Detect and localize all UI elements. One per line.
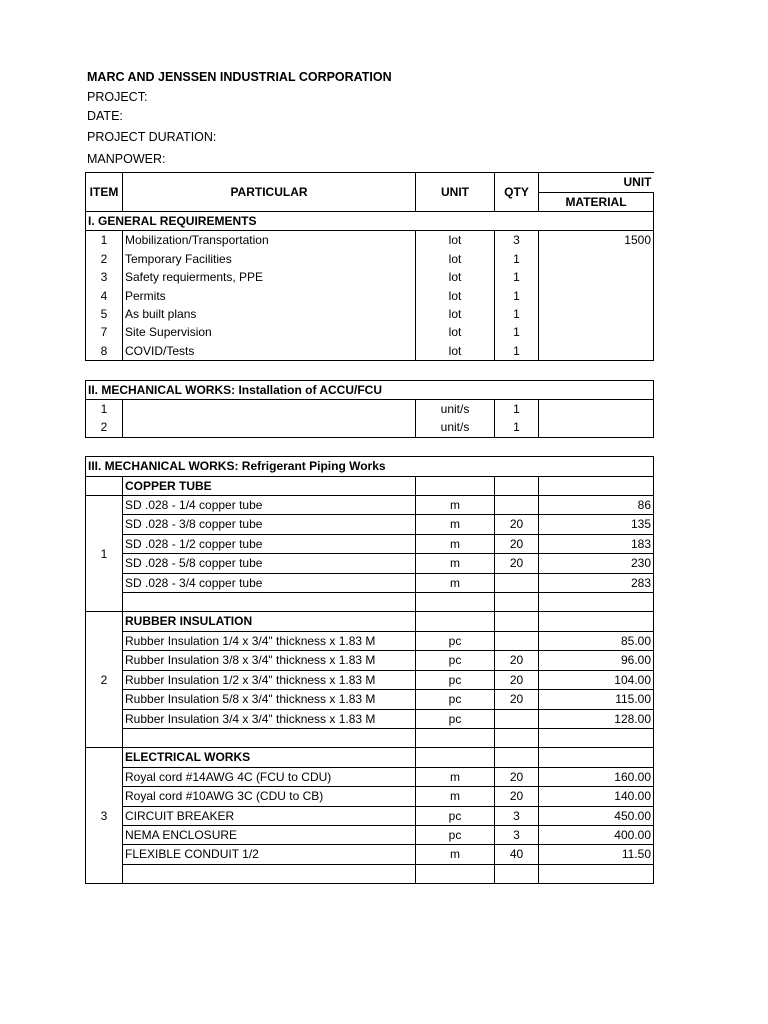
qty-cell xyxy=(495,593,539,612)
spacer-row xyxy=(86,437,654,456)
qty-cell: 1 xyxy=(495,250,539,268)
col-unit-price-header: UNIT xyxy=(539,173,654,193)
particular-cell: SD .028 - 1/4 copper tube xyxy=(123,496,416,515)
material-cell: 115.00 xyxy=(539,690,654,709)
material-cell: 86 xyxy=(539,496,654,515)
particular-cell: CIRCUIT BREAKER xyxy=(123,806,416,825)
unit-cell xyxy=(416,476,495,495)
material-cell xyxy=(539,476,654,495)
table-row xyxy=(86,845,654,864)
project-label: PROJECT: xyxy=(87,90,148,104)
item-cell: 4 xyxy=(86,287,123,305)
col-particular-header: PARTICULAR xyxy=(123,173,416,212)
group-heading: RUBBER INSULATION xyxy=(123,612,416,631)
material-cell: 1500 xyxy=(539,231,654,250)
unit-cell: pc xyxy=(416,670,495,689)
particular-cell: SD .028 - 1/2 copper tube xyxy=(123,534,416,553)
table-row xyxy=(86,342,654,361)
material-cell: 135 xyxy=(539,515,654,534)
qty-cell: 1 xyxy=(495,323,539,341)
unit-cell: m xyxy=(416,515,495,534)
material-cell xyxy=(539,287,654,305)
unit-cell xyxy=(416,864,495,883)
item-cell: 2 xyxy=(86,250,123,268)
particular-cell: SD .028 - 3/8 copper tube xyxy=(123,515,416,534)
qty-cell: 20 xyxy=(495,534,539,553)
qty-cell: 1 xyxy=(495,342,539,361)
unit-cell: m xyxy=(416,787,495,806)
particular-cell: NEMA ENCLOSURE xyxy=(123,825,416,844)
particular-cell: Site Supervision xyxy=(123,323,416,341)
unit-cell: lot xyxy=(416,305,495,323)
particular-cell: Rubber Insulation 3/4 x 3/4" thickness x 1.83 M xyxy=(123,709,416,728)
unit-cell: m xyxy=(416,534,495,553)
unit-cell: lot xyxy=(416,231,495,250)
spacer-cell xyxy=(86,361,654,380)
unit-cell: unit/s xyxy=(416,400,495,419)
cost-estimate-table xyxy=(85,172,654,884)
table-row xyxy=(86,268,654,286)
particular-cell: Royal cord #10AWG 3C (CDU to CB) xyxy=(123,787,416,806)
table-row xyxy=(86,231,654,250)
material-cell: 160.00 xyxy=(539,767,654,786)
table-row xyxy=(86,323,654,341)
particular-cell: Rubber Insulation 5/8 x 3/4" thickness x 1.83 M xyxy=(123,690,416,709)
material-cell: 183 xyxy=(539,534,654,553)
material-cell: 128.00 xyxy=(539,709,654,728)
section-installation xyxy=(86,380,654,399)
table-row xyxy=(86,631,654,650)
table-row xyxy=(86,418,654,437)
particular-cell: Royal cord #14AWG 4C (FCU to CDU) xyxy=(123,767,416,786)
section-title: I. GENERAL REQUIREMENTS xyxy=(86,212,654,231)
item-cell: 3 xyxy=(86,268,123,286)
table-row xyxy=(86,534,654,553)
qty-cell: 20 xyxy=(495,651,539,670)
unit-cell: lot xyxy=(416,342,495,361)
qty-cell: 1 xyxy=(495,268,539,286)
material-cell xyxy=(539,864,654,883)
item-cell: 5 xyxy=(86,305,123,323)
particular-cell: COVID/Tests xyxy=(123,342,416,361)
col-qty-header: QTY xyxy=(495,173,539,212)
qty-cell xyxy=(495,476,539,495)
table-row xyxy=(86,787,654,806)
material-cell: 11.50 xyxy=(539,845,654,864)
qty-cell: 40 xyxy=(495,845,539,864)
spacer-cell xyxy=(86,437,654,456)
table-row xyxy=(86,670,654,689)
unit-cell: pc xyxy=(416,631,495,650)
group-item-number: 3 xyxy=(86,748,123,884)
material-cell xyxy=(539,418,654,437)
material-cell xyxy=(539,593,654,612)
material-cell: 450.00 xyxy=(539,806,654,825)
particular-cell: Safety requierments, PPE xyxy=(123,268,416,286)
unit-cell: m xyxy=(416,554,495,573)
company-name: MARC AND JENSSEN INDUSTRIAL CORPORATION xyxy=(87,70,392,84)
unit-cell: lot xyxy=(416,268,495,286)
table-row xyxy=(86,250,654,268)
particular-cell: SD .028 - 3/4 copper tube xyxy=(123,573,416,592)
column-header-row xyxy=(86,173,654,193)
particular-cell: Temporary Facilities xyxy=(123,250,416,268)
unit-cell xyxy=(416,748,495,767)
unit-cell: m xyxy=(416,496,495,515)
manpower-label: MANPOWER: xyxy=(87,152,166,166)
group-item-number: 1 xyxy=(86,496,123,612)
qty-cell: 1 xyxy=(495,400,539,419)
section-general-requirements xyxy=(86,212,654,231)
qty-cell xyxy=(495,748,539,767)
material-cell: 85.00 xyxy=(539,631,654,650)
qty-cell: 1 xyxy=(495,287,539,305)
table-row xyxy=(86,400,654,419)
material-cell xyxy=(539,728,654,747)
item-cell-empty xyxy=(86,476,123,495)
section-refrigerant-piping xyxy=(86,457,654,476)
particular-cell xyxy=(123,593,416,612)
project-duration-label: PROJECT DURATION: xyxy=(87,130,217,144)
particular-cell: SD .028 - 5/8 copper tube xyxy=(123,554,416,573)
qty-cell: 20 xyxy=(495,670,539,689)
item-cell: 1 xyxy=(86,400,123,419)
unit-cell: lot xyxy=(416,287,495,305)
qty-cell: 20 xyxy=(495,767,539,786)
qty-cell: 1 xyxy=(495,418,539,437)
qty-cell: 20 xyxy=(495,554,539,573)
material-cell xyxy=(539,400,654,419)
particular-cell: Permits xyxy=(123,287,416,305)
material-cell xyxy=(539,250,654,268)
unit-cell: m xyxy=(416,845,495,864)
group-heading-row xyxy=(86,612,654,631)
group-item-number: 2 xyxy=(86,612,123,748)
material-cell xyxy=(539,748,654,767)
group-heading: COPPER TUBE xyxy=(123,476,416,495)
table-row xyxy=(86,287,654,305)
qty-cell: 1 xyxy=(495,305,539,323)
section-title: III. MECHANICAL WORKS: Refrigerant Piping Works xyxy=(86,457,654,476)
table-row xyxy=(86,496,654,515)
qty-cell xyxy=(495,496,539,515)
table-row xyxy=(86,690,654,709)
qty-cell xyxy=(495,709,539,728)
unit-cell: pc xyxy=(416,690,495,709)
spacer-row xyxy=(86,361,654,380)
unit-cell xyxy=(416,728,495,747)
col-material-header: MATERIAL xyxy=(539,192,654,212)
table-row xyxy=(86,728,654,747)
particular-cell xyxy=(123,864,416,883)
date-label: DATE: xyxy=(87,109,123,123)
qty-cell: 20 xyxy=(495,787,539,806)
unit-cell: m xyxy=(416,767,495,786)
item-cell: 1 xyxy=(86,231,123,250)
qty-cell: 20 xyxy=(495,515,539,534)
material-cell: 104.00 xyxy=(539,670,654,689)
qty-cell xyxy=(495,612,539,631)
unit-cell: unit/s xyxy=(416,418,495,437)
material-cell: 96.00 xyxy=(539,651,654,670)
table-row xyxy=(86,554,654,573)
particular-cell xyxy=(123,728,416,747)
particular-cell xyxy=(123,400,416,419)
table-row xyxy=(86,864,654,883)
unit-cell: pc xyxy=(416,825,495,844)
qty-cell: 3 xyxy=(495,231,539,250)
unit-cell: lot xyxy=(416,250,495,268)
unit-cell: lot xyxy=(416,323,495,341)
section-title: II. MECHANICAL WORKS: Installation of ACCU/FCU xyxy=(86,380,654,399)
particular-cell: Mobilization/Transportation xyxy=(123,231,416,250)
particular-cell: FLEXIBLE CONDUIT 1/2 xyxy=(123,845,416,864)
material-cell xyxy=(539,612,654,631)
col-unit-header: UNIT xyxy=(416,173,495,212)
item-cell: 2 xyxy=(86,418,123,437)
table-row xyxy=(86,825,654,844)
particular-cell: Rubber Insulation 3/8 x 3/4" thickness x 1.83 M xyxy=(123,651,416,670)
unit-cell: pc xyxy=(416,651,495,670)
unit-cell xyxy=(416,593,495,612)
material-cell: 400.00 xyxy=(539,825,654,844)
table-row xyxy=(86,651,654,670)
material-cell xyxy=(539,268,654,286)
particular-cell: As built plans xyxy=(123,305,416,323)
material-cell xyxy=(539,342,654,361)
item-cell: 7 xyxy=(86,323,123,341)
particular-cell xyxy=(123,418,416,437)
material-cell: 230 xyxy=(539,554,654,573)
unit-cell xyxy=(416,612,495,631)
item-cell: 8 xyxy=(86,342,123,361)
material-cell: 140.00 xyxy=(539,787,654,806)
qty-cell: 20 xyxy=(495,690,539,709)
particular-cell: Rubber Insulation 1/4 x 3/4" thickness x 1.83 M xyxy=(123,631,416,650)
table-row xyxy=(86,515,654,534)
material-cell xyxy=(539,323,654,341)
table-row xyxy=(86,806,654,825)
table-row xyxy=(86,573,654,592)
group-heading: ELECTRICAL WORKS xyxy=(123,748,416,767)
table-row xyxy=(86,593,654,612)
table-row xyxy=(86,767,654,786)
particular-cell: Rubber Insulation 1/2 x 3/4" thickness x 1.83 M xyxy=(123,670,416,689)
qty-cell xyxy=(495,631,539,650)
material-cell: 283 xyxy=(539,573,654,592)
unit-cell: pc xyxy=(416,709,495,728)
material-cell xyxy=(539,305,654,323)
qty-cell: 3 xyxy=(495,806,539,825)
group-heading-row xyxy=(86,748,654,767)
qty-cell xyxy=(495,573,539,592)
qty-cell xyxy=(495,864,539,883)
qty-cell xyxy=(495,728,539,747)
table-row xyxy=(86,305,654,323)
unit-cell: pc xyxy=(416,806,495,825)
qty-cell: 3 xyxy=(495,825,539,844)
group-heading-row xyxy=(86,476,654,495)
col-item-header: ITEM xyxy=(86,173,123,212)
unit-cell: m xyxy=(416,573,495,592)
table-row xyxy=(86,709,654,728)
